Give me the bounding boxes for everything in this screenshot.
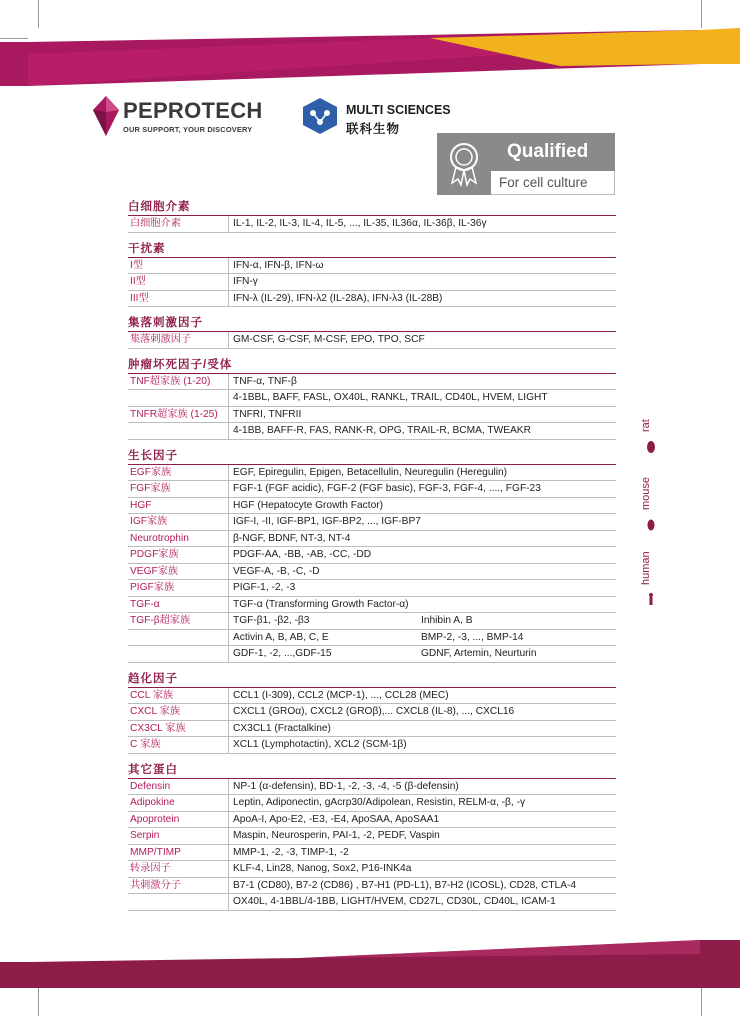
table-row	[128, 613, 616, 630]
value-cell: TNFRI, TNFRII	[233, 408, 302, 420]
table-row	[128, 531, 616, 548]
category-cell: CX3CL 家族	[128, 721, 229, 737]
species-label-rat: rat	[640, 419, 652, 432]
award-ribbon-icon	[437, 133, 491, 195]
peprotech-tagline: OUR SUPPORT, YOUR DISCOVERY	[123, 125, 253, 134]
multisciences-hexagon-icon	[300, 96, 340, 136]
value-cell: IFN-γ	[233, 276, 258, 287]
table-row	[128, 845, 616, 862]
value-cell: IL-1, IL-2, IL-3, IL-4, IL-5, ..., IL-35, IL36α, IL-36β, IL-36γ	[233, 218, 487, 229]
value-col-1: GDF-1, -2, ...,GDF-15	[233, 648, 332, 659]
table-row	[128, 861, 616, 878]
category-cell: 共刺激分子	[128, 878, 229, 894]
category-cell: TGF-β超家族	[128, 613, 229, 629]
value-cell: OX40L, 4-1BBL/4-1BB, LIGHT/HVEM, CD27L, CD30L, CD40L, ICAM-1	[233, 896, 556, 907]
category-cell: Defensin	[128, 779, 229, 795]
table-row	[128, 216, 616, 233]
category-cell	[128, 390, 229, 406]
species-label-human: human	[640, 551, 652, 585]
section-title: 其它蛋白	[128, 763, 178, 776]
table-row	[128, 737, 616, 754]
section-rows	[128, 687, 616, 754]
table-row	[128, 481, 616, 498]
table-row	[128, 291, 616, 308]
crop-mark	[38, 988, 39, 1016]
category-cell: 转录因子	[128, 861, 229, 877]
table-row	[128, 812, 616, 829]
species-label-mouse: mouse	[640, 476, 652, 510]
category-cell: MMP/TIMP	[128, 845, 229, 861]
qualified-title: Qualified	[491, 133, 615, 171]
section-title: 白细胞介素	[128, 201, 191, 213]
value-cell: CXCL1 (GROα), CXCL2 (GROβ),... CXCL8 (IL-8), ..., CXCL16	[233, 706, 515, 717]
value-cell: 4-1BBL, BAFF, FASL, OX40L, RANKL, TRAIL, CD40L, HVEM, LIGHT	[233, 392, 548, 403]
section-title: 生长因子	[128, 449, 178, 462]
section-rows	[128, 464, 616, 663]
table-row	[128, 332, 616, 349]
category-cell: C 家族	[128, 737, 229, 753]
category-cell	[128, 894, 229, 910]
table-row	[128, 828, 616, 845]
category-cell: CCL 家族	[128, 688, 229, 704]
table-row	[128, 498, 616, 515]
table-row	[128, 514, 616, 531]
value-cell: ApoA-I, Apo-E2, -E3, -E4, ApoSAA, ApoSAA1	[233, 813, 440, 825]
category-cell: TGF-α	[128, 597, 229, 613]
bottom-banner	[0, 940, 740, 990]
value-cell: HGF (Hepatocyte Growth Factor)	[233, 499, 384, 511]
value-cell: VEGF-A, -B, -C, -D	[233, 565, 320, 577]
category-cell: II型	[128, 274, 229, 290]
crop-mark	[38, 0, 39, 28]
category-cell: EGF家族	[128, 465, 229, 481]
value-cell: β-NGF, BDNF, NT-3, NT-4	[233, 532, 351, 544]
table-row	[128, 795, 616, 812]
category-cell: IGF家族	[128, 514, 229, 530]
value-col-2: Inhibin A, B	[421, 615, 473, 626]
table-row	[128, 878, 616, 895]
category-cell: FGF家族	[128, 481, 229, 497]
value-cell: PDGF-AA, -BB, -AB, -CC, -DD	[233, 549, 372, 560]
value-cell	[229, 613, 616, 629]
section-title: 肿瘤坏死因子/受体	[128, 358, 233, 371]
category-cell: CXCL 家族	[128, 704, 229, 720]
category-cell: III型	[128, 291, 229, 307]
category-cell: VEGF家族	[128, 564, 229, 580]
qualified-badge	[437, 133, 615, 195]
category-cell	[128, 630, 229, 646]
section-title: 趋化因子	[128, 672, 178, 685]
value-cell: IFN-α, IFN-β, IFN-ω	[233, 259, 324, 271]
table-row	[128, 779, 616, 796]
category-cell: TNF超家族 (1-20)	[128, 374, 229, 390]
product-table	[128, 200, 616, 911]
value-col-1: Activin A, B, AB, C, E	[233, 631, 329, 643]
section-title: 集落刺激因子	[128, 317, 203, 329]
value-col-1: TGF-β1, -β2, -β3	[233, 615, 310, 626]
table-row	[128, 580, 616, 597]
category-cell: I型	[128, 258, 229, 274]
crop-mark	[701, 0, 702, 28]
table-row	[128, 564, 616, 581]
table-row	[128, 704, 616, 721]
value-cell: Maspin, Neurosperin, PAI-1, -2, PEDF, Vaspin	[233, 830, 440, 841]
value-cell: CCL1 (I-309), CCL2 (MCP-1), ..., CCL28 (MEC)	[233, 689, 449, 701]
table-row	[128, 547, 616, 564]
qualified-subtitle: For cell culture	[491, 171, 615, 195]
section-rows	[128, 215, 616, 233]
peprotech-name: PEPROTECH	[123, 98, 263, 123]
human-icon	[644, 592, 658, 606]
table-row	[128, 721, 616, 738]
top-banner	[0, 28, 740, 88]
multisciences-chinese-name: 联科生物	[346, 122, 401, 136]
category-cell: Adipokine	[128, 795, 229, 811]
value-cell	[229, 630, 616, 646]
value-cell: MMP-1, -2, -3, TIMP-1, -2	[233, 846, 349, 858]
table-row	[128, 374, 616, 391]
section-title: 干扰素	[128, 242, 166, 255]
section-rows	[128, 778, 616, 911]
value-cell: Leptin, Adiponectin, gAcrp30/Adipolean, Resistin, RELM-α, -β, -γ	[233, 797, 526, 808]
rat-icon	[644, 440, 658, 454]
category-cell: Serpin	[128, 828, 229, 844]
value-cell: CX3CL1 (Fractalkine)	[233, 722, 331, 734]
category-cell: Neurotrophin	[128, 531, 229, 547]
table-row	[128, 630, 616, 647]
category-cell	[128, 646, 229, 662]
value-cell: XCL1 (Lymphotactin), XCL2 (SCM-1β)	[233, 739, 407, 750]
value-cell: NP-1 (α-defensin), BD-1, -2, -3, -4, -5 (β-defensin)	[233, 780, 459, 792]
section-rows	[128, 257, 616, 308]
table-row	[128, 258, 616, 275]
value-cell: EGF, Epiregulin, Epigen, Betacellulin, Neuregulin (Heregulin)	[233, 466, 508, 478]
value-col-2: BMP-2, -3, ..., BMP-14	[421, 631, 524, 643]
category-cell: 集落刺激因子	[128, 332, 229, 348]
category-cell: TNFR超家族 (1-25)	[128, 407, 229, 423]
species-legend	[640, 410, 662, 610]
value-cell: 4-1BB, BAFF-R, FAS, RANK-R, OPG, TRAIL-R, BCMA, TWEAKR	[233, 425, 531, 436]
table-row	[128, 390, 616, 407]
table-row	[128, 407, 616, 424]
mouse-icon	[644, 518, 658, 532]
section-rows	[128, 373, 616, 440]
table-row	[128, 646, 616, 663]
section-rows	[128, 331, 616, 349]
category-cell: HGF	[128, 498, 229, 514]
value-cell: TGF-α (Transforming Growth Factor-α)	[233, 598, 409, 610]
peprotech-gem-icon	[93, 96, 119, 136]
value-col-2: GDNF, Artemin, Neurturin	[421, 648, 537, 659]
value-cell: GM-CSF, G-CSF, M-CSF, EPO, TPO, SCF	[233, 334, 425, 345]
category-cell	[128, 423, 229, 439]
category-cell: PIGF家族	[128, 580, 229, 596]
value-cell: TNF-α, TNF-β	[233, 375, 297, 387]
value-cell: PIGF-1, -2, -3	[233, 582, 296, 593]
value-cell: IGF-I, -II, IGF-BP1, IGF-BP2, ..., IGF-BP7	[233, 516, 421, 527]
table-row	[128, 894, 616, 911]
category-cell: Apoprotein	[128, 812, 229, 828]
value-cell: FGF-1 (FGF acidic), FGF-2 (FGF basic), FGF-3, FGF-4, ...., FGF-23	[233, 483, 541, 494]
table-row	[128, 274, 616, 291]
crop-mark	[701, 988, 702, 1016]
table-row	[128, 465, 616, 482]
value-cell: B7-1 (CD80), B7-2 (CD86) , B7-H1 (PD-L1), B7-H2 (ICOSL), CD28, CTLA-4	[233, 879, 577, 891]
table-row	[128, 597, 616, 614]
table-row	[128, 688, 616, 705]
value-cell: KLF-4, Lin28, Nanog, Sox2, P16-INK4a	[233, 863, 412, 874]
category-cell: PDGF家族	[128, 547, 229, 563]
value-cell: IFN-λ (IL-29), IFN-λ2 (IL-28A), IFN-λ3 (IL-28B)	[233, 292, 443, 304]
table-row	[128, 423, 616, 440]
category-cell: 白细胞介素	[128, 216, 229, 232]
value-cell	[229, 646, 616, 662]
multisciences-name: MULTI SCIENCES	[346, 103, 451, 117]
